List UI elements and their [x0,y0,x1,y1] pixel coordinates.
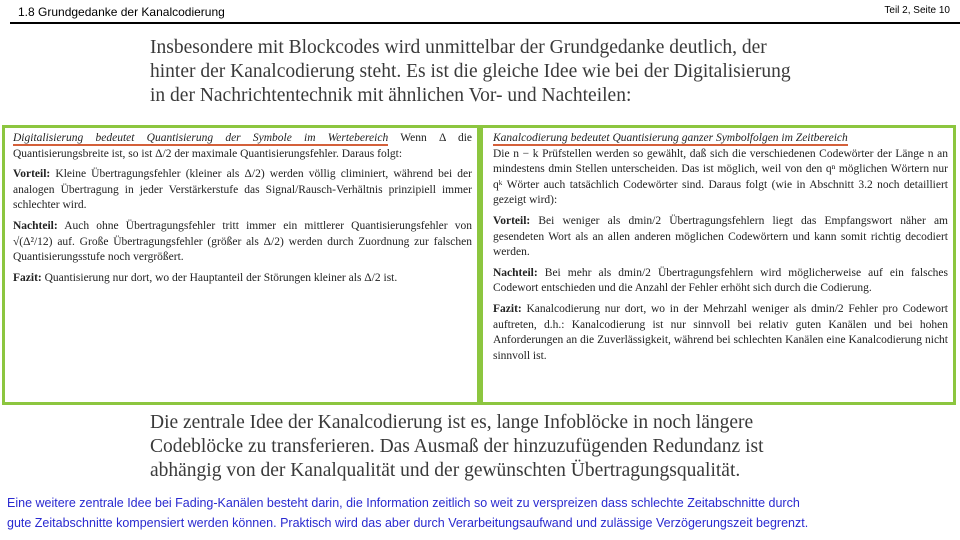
nachteil-text: Bei mehr als dmin/2 Übertragungsfehlern wird möglicherweise auf ein falsches Codewort entschieden und die Anzahl der Fehler erhöht sich durch die Codierung. [493,266,949,295]
digitalisierung-vorteil [13,167,472,214]
kanalcodierung-lead: Die n − k Prüfstellen werden so gewählt, daß sich die verschiedenen Codewörter der Länge n an mindestens dmin Stellen unterscheiden. Das ist möglich, weil von den qⁿ möglichen Wörtern nur qᵏ Wörter auch tatsächlich Codewörter sind. Daraus folgt (wie in Abschnitt 3.2 noch detailliert gezeigt wird): [493,147,948,207]
vorteil-label: Vorteil: [493,214,531,227]
intro-line: in der Nachrichtentechnik mit ähnlichen Vor- und Nachteilen: [150,85,632,106]
digitalisierung-lead: Wenn Δ die Quantisierungsbreite ist, so ist Δ/2 der maximale Quantisierungsfehler. Daraus folgt: [13,132,472,160]
digitalisierung-nachteil [13,219,472,266]
intro-line: hinter der Kanalcodierung steht. Es ist die gleiche Idee wie bei der Digitalisierung [150,61,791,82]
nachteil-text: Auch ohne Übertragungsfehler tritt immer ein mittlerer Quantisierungsfehler von √(Δ²/12) auf. Große Übertragungsfehler (größer als Δ/2) werden durch Zuordnung zur falschen Quantisierungsstufe noch vergrößert. [13,219,472,264]
kanalcodierung-vorteil [493,214,948,261]
slide-page-number: Teil 2, Seite 10 [884,5,950,16]
vorteil-text: Kleine Übertragungsfehler (kleiner als Δ/2) werden völlig climiniert, während bei der analogen Übertragung in jeder Verstärkerstufe das Signal/Rausch-Verhältnis prinzipiell immer schlechter wird. [13,168,472,212]
nachteil-label: Nachteil: [13,219,58,232]
fazit-label: Fazit: [493,302,522,315]
kanalcodierung-title: Kanalcodierung bedeutet Quantisierung ganzer Symbolfolgen im Zeitbereich [493,132,848,144]
outro-line: abhängig von der Kanalqualität und der gewünschten Übertragungsqualität. [150,460,741,481]
intro-text [150,36,830,108]
fazit-text: Kanalcodierung nur dort, wo in der Mehrzahl weniger als dmin/2 Fehler pro Codewort auftreten, d.h.: Kanalcodierung ist nur sinnvoll bei relativ guten Kanälen und bei hohen Anforderungen an die Zuverlässigkeit, während bei schlechten Kanälen eine Kanalcodierung nicht sinnvoll ist. [493,302,948,362]
fading-note [7,493,957,533]
digitalisierung-title: Digitalisierung bedeutet Quantisierung der Symbole im Wertebereich [13,132,389,144]
outro-line: Die zentrale Idee der Kanalcodierung ist es, lange Infoblöcke in noch längere [150,412,754,433]
nachteil-label: Nachteil: [493,266,538,279]
kanalcodierung-fazit [493,302,948,364]
vorteil-text: Bei weniger als dmin/2 Übertragungsfehlern liegt das Empfangswort näher am gesendeten Wort als an allen anderen möglichen Codewörtern und kann somit richtig decodiert werden. [493,214,949,259]
digitalisierung-box [2,125,480,405]
outro-line: Codeblöcke zu transferieren. Das Ausmaß der hinzuzufügenden Redundanz ist [150,436,764,457]
intro-line: Insbesondere mit Blockcodes wird unmittelbar der Grundgedanke deutlich, der [150,37,767,58]
header-divider [10,22,960,24]
slide-header-title: 1.8 Grundgedanke der Kanalcodierung [18,5,225,19]
digitalisierung-fazit [13,271,472,287]
vorteil-label: Vorteil: [13,168,51,181]
note-line: Eine weitere zentrale Idee bei Fading-Kanälen besteht darin, die Information zeitlich so weit zu verspreizen dass schlechte Zeitabschnitte durch [7,496,800,510]
note-line: gute Zeitabschnitte kompensiert werden können. Praktisch wird das aber durch Verarbeitungsaufwand und zulässige Verzögerungszeit begrenzt. [7,516,809,530]
kanalcodierung-nachteil [493,266,948,297]
fazit-label: Fazit: [13,271,42,284]
kanalcodierung-box [480,125,956,405]
fazit-text: Quantisierung nur dort, wo der Hauptanteil der Störungen kleiner als Δ/2 ist. [44,271,398,284]
outro-text [150,411,830,483]
